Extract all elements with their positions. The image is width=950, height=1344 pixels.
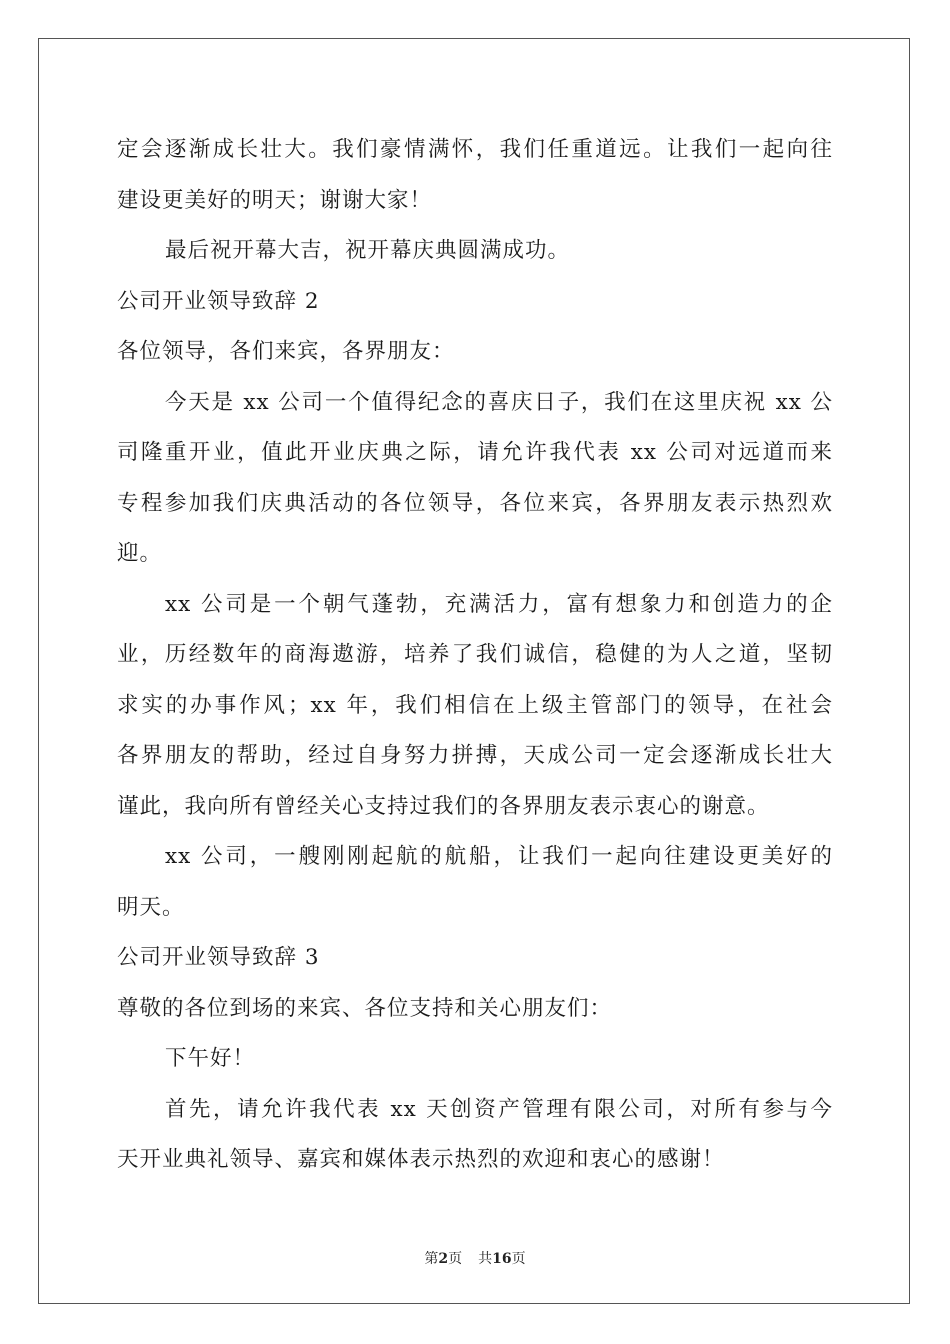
paragraph-line: 建设更美好的明天；谢谢大家！ (117, 187, 433, 213)
page-suffix: 页 (448, 1251, 463, 1267)
total-prefix: 共 (478, 1251, 493, 1267)
page-footer (0, 1248, 950, 1268)
salutation: 各位领导，各们来宾，各界朋友： (117, 339, 455, 364)
paragraph-line: xx 公司是一个朝气蓬勃，充满活力，富有想象力和创造力的企 (165, 591, 833, 617)
document-body (117, 125, 833, 1186)
total-suffix: 页 (511, 1251, 526, 1267)
paragraph-line: 最后祝开幕大吉，祝开幕庆典圆满成功。 (165, 238, 571, 263)
paragraph-line: 各界朋友的帮助，经过自身努力拼搏，天成公司一定会逐渐成长壮大 (117, 743, 833, 768)
section-heading: 公司开业领导致辞 2 (117, 288, 320, 314)
paragraph-line: 今天是 xx 公司一个值得纪念的喜庆日子，我们在这里庆祝 xx 公 (165, 389, 833, 415)
salutation: 尊敬的各位到场的来宾、各位支持和关心朋友们： (117, 995, 613, 1021)
paragraph-line: 下午好！ (165, 1046, 256, 1071)
paragraph-line: 求实的办事作风；xx 年，我们相信在上级主管部门的领导，在社会 (117, 692, 833, 718)
page-prefix: 第 (424, 1251, 439, 1267)
paragraph-line: xx 公司，一艘刚刚起航的航船，让我们一起向往建设更美好的 (165, 844, 833, 869)
paragraph-line: 业，历经数年的商海遨游，培养了我们诚信，稳健的为人之道，坚韧 (117, 642, 833, 667)
paragraph-line: 专程参加我们庆典活动的各位领导，各位来宾，各界朋友表示热烈欢 (117, 490, 833, 516)
paragraph-line: 首先，请允许我代表 xx 天创资产管理有限公司，对所有参与今 (165, 1096, 833, 1122)
paragraph-line: 谨此，我向所有曾经关心支持过我们的各界朋友表示衷心的谢意。 (117, 793, 770, 819)
paragraph-line: 定会逐渐成长壮大。我们豪情满怀，我们任重道远。让我们一起向往 (117, 137, 833, 162)
section-heading: 公司开业领导致辞 3 (117, 945, 320, 970)
paragraph-line: 天开业典礼领导、嘉宾和媒体表示热烈的欢迎和衷心的感谢！ (117, 1147, 725, 1172)
paragraph-line: 迎。 (117, 541, 163, 566)
total-pages: 16 (492, 1251, 512, 1267)
paragraph-line: 司隆重开业，值此开业庆典之际，请允许我代表 xx 公司对远道而来 (117, 440, 833, 465)
page-number: 2 (438, 1251, 449, 1267)
paragraph-line: 明天。 (117, 894, 185, 920)
